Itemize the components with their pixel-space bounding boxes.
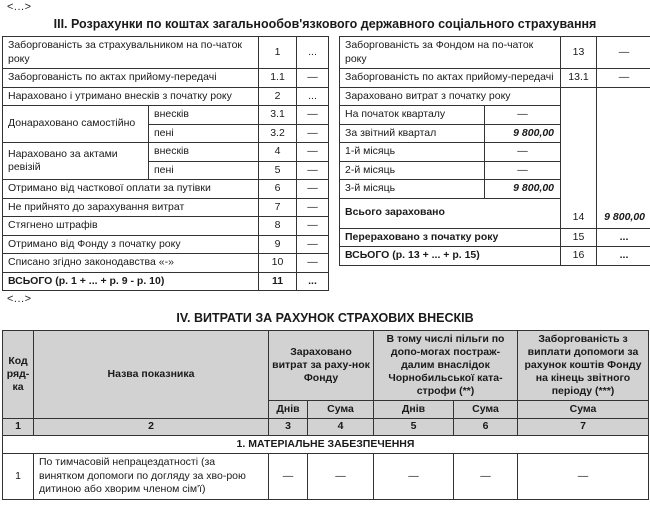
row-label: ВСЬОГО (р. 13 + ... + р. 15)	[340, 247, 561, 266]
row-code: 15	[561, 228, 597, 247]
row-value: —	[485, 143, 561, 162]
row-value: ...	[597, 247, 650, 266]
row-value: —	[518, 454, 649, 500]
row-code: 13	[561, 37, 597, 69]
row-label: 2-й місяць	[340, 161, 485, 180]
row-value: —	[297, 143, 329, 162]
row-label: Заборгованість по актах прийому-передачі	[340, 69, 561, 88]
row-value: ...	[297, 37, 329, 69]
column-number: 3	[269, 419, 308, 436]
table-row	[340, 69, 650, 88]
table-row	[3, 37, 329, 69]
col-subheader-days: Днів	[374, 401, 454, 419]
row-code: 9	[259, 235, 297, 254]
row-code: 5	[259, 161, 297, 180]
col-header-debt: Заборгованість з виплати допомоги за рахунок коштів Фонду на кінець звітного періоду (***)	[518, 331, 649, 401]
row-value: —	[297, 161, 329, 180]
section-4-title: IV. ВИТРАТИ ЗА РАХУНОК СТРАХОВИХ ВНЕСКІВ	[176, 311, 474, 325]
row-label: 1-й місяць	[340, 143, 485, 162]
col-subheader-sum: Сума	[518, 401, 649, 419]
table-row	[3, 87, 329, 106]
sub-label: пені	[149, 124, 259, 143]
section-3-right-table	[339, 36, 650, 266]
row-code: 4	[259, 143, 297, 162]
row-label: 3-й місяць	[340, 180, 485, 199]
column-number: 6	[454, 419, 518, 436]
row-label: ВСЬОГО (р. 1 + ... + р. 9 - р. 10)	[3, 272, 259, 291]
table-row	[3, 217, 329, 236]
row-label: Отримано від часткової оплати за путівки	[3, 180, 259, 199]
col-subheader-sum: Сума	[308, 401, 374, 419]
row-code: 8	[259, 217, 297, 236]
row-code: 13.1	[561, 69, 597, 88]
row-label: Заборгованість за Фондом на по-чаток року	[340, 37, 561, 69]
row-code: 1.1	[259, 69, 297, 88]
row-value: 9 800,00	[485, 124, 561, 143]
section-3-left-table	[2, 36, 329, 291]
row-code: 1	[3, 454, 34, 500]
row-value: —	[297, 198, 329, 217]
row-code: 3.2	[259, 124, 297, 143]
section-3-title: III. Розрахунки по коштах загальнообов'язкового державного соціального страхування	[53, 17, 597, 31]
col-subheader-days: Днів	[269, 401, 308, 419]
table-row	[3, 198, 329, 217]
truncation-marker-top: <...>	[7, 1, 32, 13]
row-label: Заборгованість за страхувальником на по-чаток року	[3, 37, 259, 69]
col-header-chernobyl: В тому числі пільги по допо-могах постраж-далим внаслідок Чорнобильської ката-строфи (**)	[374, 331, 518, 401]
row-value: —	[297, 69, 329, 88]
col-header-code: Код ряд-ка	[3, 331, 34, 419]
table-row	[3, 254, 329, 273]
block-header: Зараховано витрат з початку року	[340, 87, 561, 106]
column-number: 7	[518, 419, 649, 436]
row-code: 6	[259, 180, 297, 199]
row-value: —	[597, 69, 650, 88]
subsection-title: 1. МАТЕРІАЛЬНЕ ЗАБЕЗПЕЧЕННЯ	[3, 435, 649, 454]
row-label: Стягнено штрафів	[3, 217, 259, 236]
row-label: Нараховано і утримано внесків з початку року	[3, 87, 259, 106]
row-label: Заборгованість по актах прийому-передачі	[3, 69, 259, 88]
group-label: Донараховано самостійно	[3, 106, 149, 143]
row-label: Отримано від Фонду з початку року	[3, 235, 259, 254]
subsection-row	[3, 435, 649, 454]
row-value: ...	[597, 228, 650, 247]
row-value: —	[485, 161, 561, 180]
table-row	[340, 87, 650, 106]
table-row	[3, 454, 649, 500]
block-code: 14	[561, 87, 597, 228]
row-value: 9 800,00	[485, 180, 561, 199]
row-label: На початок кварталу	[340, 106, 485, 125]
row-value: —	[308, 454, 374, 500]
sub-label: внесків	[149, 106, 259, 125]
row-code: 2	[259, 87, 297, 106]
row-value: ...	[297, 87, 329, 106]
row-label: За звітний квартал	[340, 124, 485, 143]
table-row	[3, 106, 329, 125]
section-4-table	[2, 330, 649, 500]
table-row	[3, 235, 329, 254]
row-value: —	[297, 235, 329, 254]
row-code: 10	[259, 254, 297, 273]
table-row	[3, 143, 329, 162]
row-label: Перераховано з початку року	[340, 228, 561, 247]
table-row-total	[340, 247, 650, 266]
col-header-name: Назва показника	[34, 331, 269, 419]
row-label: Не прийнято до зарахування витрат	[3, 198, 259, 217]
table-row	[3, 69, 329, 88]
row-value: ...	[297, 272, 329, 291]
row-value: —	[297, 106, 329, 125]
group-label: Нараховано за актами ревізій	[3, 143, 149, 180]
row-value: —	[597, 37, 650, 69]
row-code: 11	[259, 272, 297, 291]
block-value: 9 800,00	[597, 87, 650, 228]
column-number: 4	[308, 419, 374, 436]
column-number: 2	[34, 419, 269, 436]
row-label: По тимчасовій непрацездатності (за винятком допомоги по догляду за хво-рою дитиною або хворим членом сім'ї)	[34, 454, 269, 500]
section-3-tables	[2, 36, 648, 291]
column-number: 1	[3, 419, 34, 436]
row-value: —	[297, 124, 329, 143]
row-code: 7	[259, 198, 297, 217]
sub-label: внесків	[149, 143, 259, 162]
col-subheader-sum: Сума	[454, 401, 518, 419]
row-value: —	[269, 454, 308, 500]
row-code: 16	[561, 247, 597, 266]
row-value: —	[297, 217, 329, 236]
row-value: —	[485, 106, 561, 125]
row-code: 3.1	[259, 106, 297, 125]
table-row	[340, 228, 650, 247]
row-code: 1	[259, 37, 297, 69]
table-row	[340, 37, 650, 69]
sub-label: пені	[149, 161, 259, 180]
row-value: —	[297, 180, 329, 199]
col-header-fund: Зараховано витрат за раху-нок Фонду	[269, 331, 374, 401]
table-row-total	[3, 272, 329, 291]
row-value: —	[454, 454, 518, 500]
column-number: 5	[374, 419, 454, 436]
row-value: —	[297, 254, 329, 273]
column-numbers-row	[3, 419, 649, 436]
header-row	[3, 331, 649, 401]
row-label: Списано згідно законодавства «-»	[3, 254, 259, 273]
truncation-marker-mid: <...>	[7, 293, 32, 305]
row-label: Всього зараховано	[340, 198, 561, 228]
table-row	[3, 180, 329, 199]
row-value: —	[374, 454, 454, 500]
